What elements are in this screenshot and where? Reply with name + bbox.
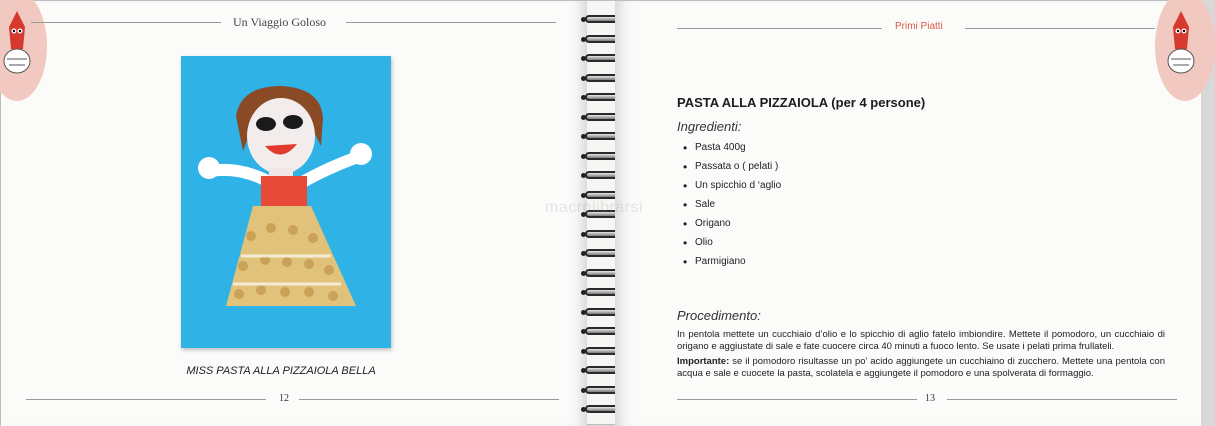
child-drawing [181, 56, 391, 348]
ingredient-item: • Pasta 400g [681, 141, 781, 160]
spiral-ring [585, 191, 619, 199]
binding-hole [581, 134, 586, 139]
spiral-ring [585, 74, 619, 82]
mascot-left-illustration [0, 0, 47, 101]
ingredient-item: • Un spicchio d ‘aglio [681, 179, 781, 198]
spiral-ring [585, 347, 619, 355]
binding-hole [581, 95, 586, 100]
ingredient-item: • Sale [681, 198, 781, 217]
binding-hole [581, 368, 586, 373]
spiral-ring [585, 386, 619, 394]
spiral-ring [585, 249, 619, 257]
binding-hole [581, 76, 586, 81]
spiral-ring [585, 308, 619, 316]
procedure-heading: Procedimento: [677, 308, 761, 323]
binding-hole [581, 271, 586, 276]
right-header-title: Primi Piatti [895, 21, 943, 32]
binding-hole [581, 56, 586, 61]
binding-hole [581, 388, 586, 393]
ingredients-heading: Ingredienti: [677, 119, 742, 134]
recipe-title: PASTA ALLA PIZZAIOLA (per 4 persone) [677, 95, 926, 110]
page-number-right: 13 [925, 393, 935, 404]
ingredient-item: • Olio [681, 236, 781, 255]
drawing-caption: MISS PASTA ALLA PIZZAIOLA BELLA [186, 365, 376, 377]
spiral-ring [585, 269, 619, 277]
important-note [677, 356, 1165, 379]
spiral-ring [585, 230, 619, 238]
binding-hole [581, 407, 586, 412]
binding-hole [581, 251, 586, 256]
spiral-ring [585, 152, 619, 160]
binding-hole [581, 232, 586, 237]
spiral-ring [585, 54, 619, 62]
binding-hole [581, 290, 586, 295]
binding-hole [581, 193, 586, 198]
ingredient-item: • Parmigiano [681, 255, 781, 274]
left-page [1, 1, 587, 426]
binding-hole [581, 115, 586, 120]
binding-hole [581, 310, 586, 315]
binding-hole [581, 154, 586, 159]
spiral-ring [585, 113, 619, 121]
mascot-right-illustration [1155, 0, 1215, 101]
procedure-text: In pentola mettete un cucchiaio d’olio e lo spicchio di aglio fatelo imbiondire. Mettete il pomodoro, un cucchiaio di origano e aggiustate di sale e fate cuocere circa 40 minuti a fuoco lento. Se usate i pelati prima frullateli. [677, 329, 1165, 352]
ingredient-item: • Origano [681, 217, 781, 236]
spiral-ring [585, 132, 619, 140]
left-header-title: Un Viaggio Goloso [233, 15, 327, 29]
ingredients-list [681, 141, 781, 274]
procedure-body [677, 329, 1165, 383]
page-number-left: 12 [279, 393, 289, 404]
spiral-ring [585, 171, 619, 179]
binding-hole [581, 37, 586, 42]
spiral-ring [585, 288, 619, 296]
spiral-ring [585, 93, 619, 101]
binding-hole [581, 329, 586, 334]
important-label: Importante: [677, 356, 730, 367]
spiral-ring [585, 35, 619, 43]
important-text: se il pomodoro risultasse un po’ acido aggiungete un cucchiaino di zucchero. Mettete una pentola con acqua e sale e cuocete la pasta, scolatela e aggiungete il pomodoro e una spolverata di formaggio. [677, 356, 1165, 379]
ingredient-item: • Passata o ( pelati ) [681, 160, 781, 179]
spiral-ring [585, 15, 619, 23]
spiral-ring [585, 405, 619, 413]
binding-hole [581, 349, 586, 354]
binding-hole [581, 17, 586, 22]
watermark: macrolibrarsi [545, 199, 644, 216]
spiral-ring [585, 366, 619, 374]
right-page [545, 1, 1201, 426]
spiral-ring [585, 327, 619, 335]
binding-hole [581, 173, 586, 178]
